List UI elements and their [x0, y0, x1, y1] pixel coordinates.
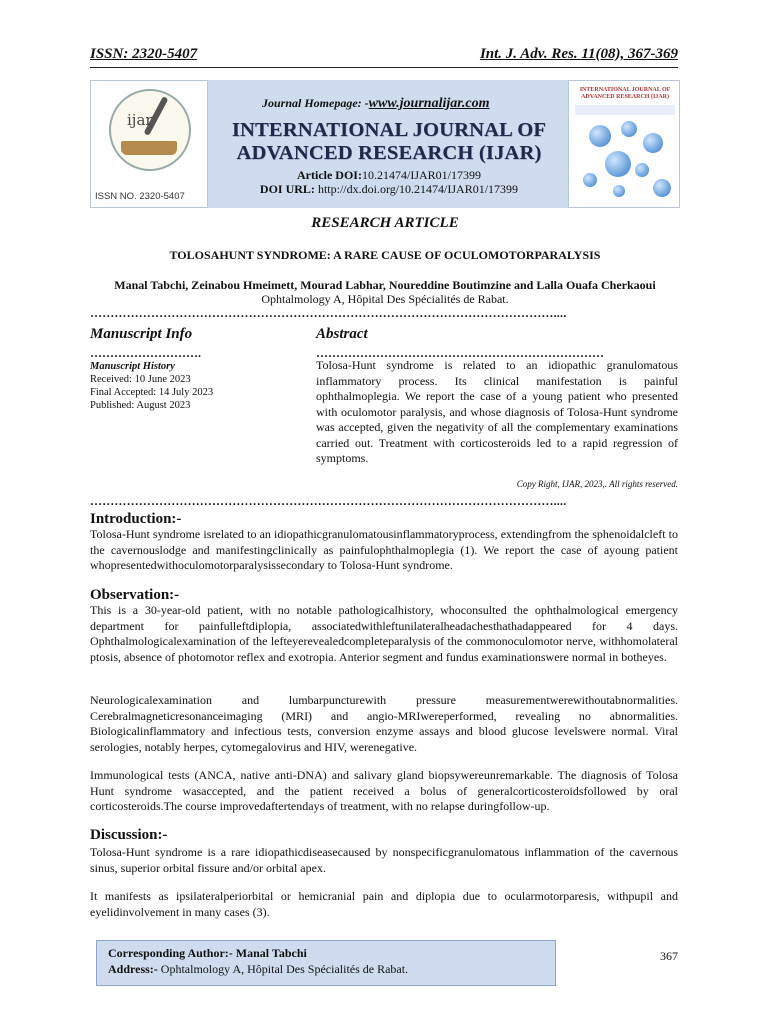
molecule-icon: [583, 173, 597, 187]
book-icon: [121, 141, 177, 155]
dotted-divider: ……………………………………………………………………………………………………....: [90, 494, 567, 508]
corresponding-author: Corresponding Author:- Manal Tabchi: [108, 946, 307, 960]
introduction-heading: Introduction:-: [90, 511, 182, 527]
discussion-paragraph-1: Tolosa-Hunt syndrome is a rare idiopathicdiseasecaused by nonspecificgranulomatous inflammation of the cavernous sinus, superior orbital fissure and/or orbital apex.: [90, 845, 678, 875]
observation-paragraph-3: Immunological tests (ANCA, native anti-DNA) and salivary gland biopsywereunremarkable. The diagnosis of Tolosa Hunt syndrome wasaccepted, and the patient received a bolus of generalcorticosteroidsfollowed by oral corticosteroids.The course improvedaftertendays of treatment, with no relapse duringfollow-up.: [90, 768, 678, 813]
article-type: RESEARCH ARTICLE: [311, 215, 459, 231]
dotted-divider: ……………………….: [90, 346, 201, 360]
article-doi: 10.21474/IJAR01/17399: [361, 168, 481, 182]
molecule-icon: [613, 185, 625, 197]
doi-block: Article DOI:10.21474/IJAR01/17399 DOI URL: http://dx.doi.org/10.21474/IJAR01/17399: [259, 168, 519, 196]
corresponding-address: Address:- Ophtalmology A, Hôpital Des Spécialités de Rabat.: [108, 962, 409, 976]
accepted-date: Final Accepted: 14 July 2023: [90, 387, 214, 398]
affiliation: Ophtalmology A, Hôpital Des Spécialités de Rabat.: [261, 292, 509, 306]
observation-paragraph-2: Neurologicalexamination and lumbarpuncturewith pressure measurementwerewithoutabnormalities. Cerebralmagneticresonanceimaging (MRI) and angio-MRIwereperformed, revealing no abnormalities. Biologicalinflammatory and infectious tests, conversion enzyme assays and blood glucose levelswere normal. Viral serologies, notably herpes, cytomegalovirus and HIV, werenegative.: [90, 693, 678, 754]
manuscript-history-label: Manuscript History: [90, 361, 175, 372]
author-list: Manal Tabchi, Zeinabou Hmeimett, Mourad Labhar, Noureddine Boutimzine and Lalla Ouafa Cherkaoui: [114, 278, 656, 292]
logo-text: ijar: [127, 111, 153, 129]
observation-paragraph-1: This is a 30-year-old patient, with no notable pathologicalhistory, whoconsulted the ophthalmological emergency department for painfulleftdiplopia, associatedwithleftunilateralheadachesthathadappeared for 4 days. Ophthalmologicalexamination of the lefteyerevealedcompleteparalysis of the commonoculomotor nerve, withhomolateral ptosis, absence of photomotor reflex and exotropia. Anterior segment and fundus examinationswere normal in botheyes.: [90, 603, 678, 664]
molecule-icon: [605, 151, 631, 177]
dotted-divider: ………………………………………………………………: [316, 346, 604, 360]
journal-title: INTERNATIONAL JOURNAL OF ADVANCED RESEARCH (IJAR): [231, 119, 547, 164]
cover-title: INTERNATIONAL JOURNAL OF ADVANCED RESEARCH (IJAR): [579, 87, 671, 100]
molecule-icon: [621, 121, 637, 137]
abstract-text: Tolosa-Hunt syndrome is related to an idiopathic granulomatous inflammatory process. Its clinical manifestation is painful ophthalmoplegia. We report the case of a young patient who presented with oculomotor paralysis, and whose diagnosis of Tolosa-Hunt syndrome was accepted, given the negativity of all the complementary examinations carried out. Treatment with corticosteroids led to a rapid regression of symptoms.: [316, 358, 678, 465]
citation-label: Int. J. Adv. Res. 11(08), 367-369: [479, 46, 678, 62]
article-title: TOLOSAHUNT SYNDROME: A RARE CAUSE OF OCULOMOTORPARALYSIS: [169, 248, 601, 262]
published-date: Published: August 2023: [90, 400, 191, 411]
journal-homepage: Journal Homepage: -www.journalijar.com: [262, 96, 490, 111]
header-rule: [90, 67, 678, 68]
molecule-icon: [635, 163, 649, 177]
logo-issn: ISSN NO. 2320-5407: [95, 191, 185, 202]
observation-heading: Observation:-: [90, 587, 180, 603]
abstract-heading: Abstract: [316, 326, 368, 342]
journal-cover-image: [568, 80, 680, 208]
dotted-divider: ……………………………………………………………………………………………………....: [90, 306, 567, 320]
copyright-notice: Copy Right, IJAR, 2023,. All rights reserved.: [516, 479, 678, 489]
molecule-icon: [653, 179, 671, 197]
issn-label: ISSN: 2320-5407: [90, 46, 198, 62]
journal-homepage-link[interactable]: www.journalijar.com: [368, 96, 490, 111]
received-date: Received: 10 June 2023: [90, 374, 191, 385]
introduction-text: Tolosa-Hunt syndrome isrelated to an idiopathicgranulomatousinflammatoryprocess, extendingfrom the sphenoidalcleft to the cavernouslodge and manifestingclinically as painfulophthalmoplegia (1). We report the case of ayoung patient whopresentedwithoculomotorparalysissecondary to Tolosa-Hunt syndrome.: [90, 527, 678, 572]
discussion-heading: Discussion:-: [90, 827, 168, 843]
manuscript-info-heading: Manuscript Info: [90, 326, 193, 342]
molecule-icon: [643, 133, 663, 153]
cover-subtitle-bar: [575, 105, 675, 115]
discussion-paragraph-2: It manifests as ipsilateralperiorbital or hemicranial pain and diplopia due to ocularmotorparesis, withpupil and eyelidinvolvement in many cases (3).: [90, 889, 678, 919]
ijar-logo: [90, 80, 208, 208]
page-number: 367: [660, 949, 678, 963]
doi-url-link[interactable]: http://dx.doi.org/10.21474/IJAR01/17399: [317, 182, 519, 196]
molecule-icon: [589, 125, 611, 147]
